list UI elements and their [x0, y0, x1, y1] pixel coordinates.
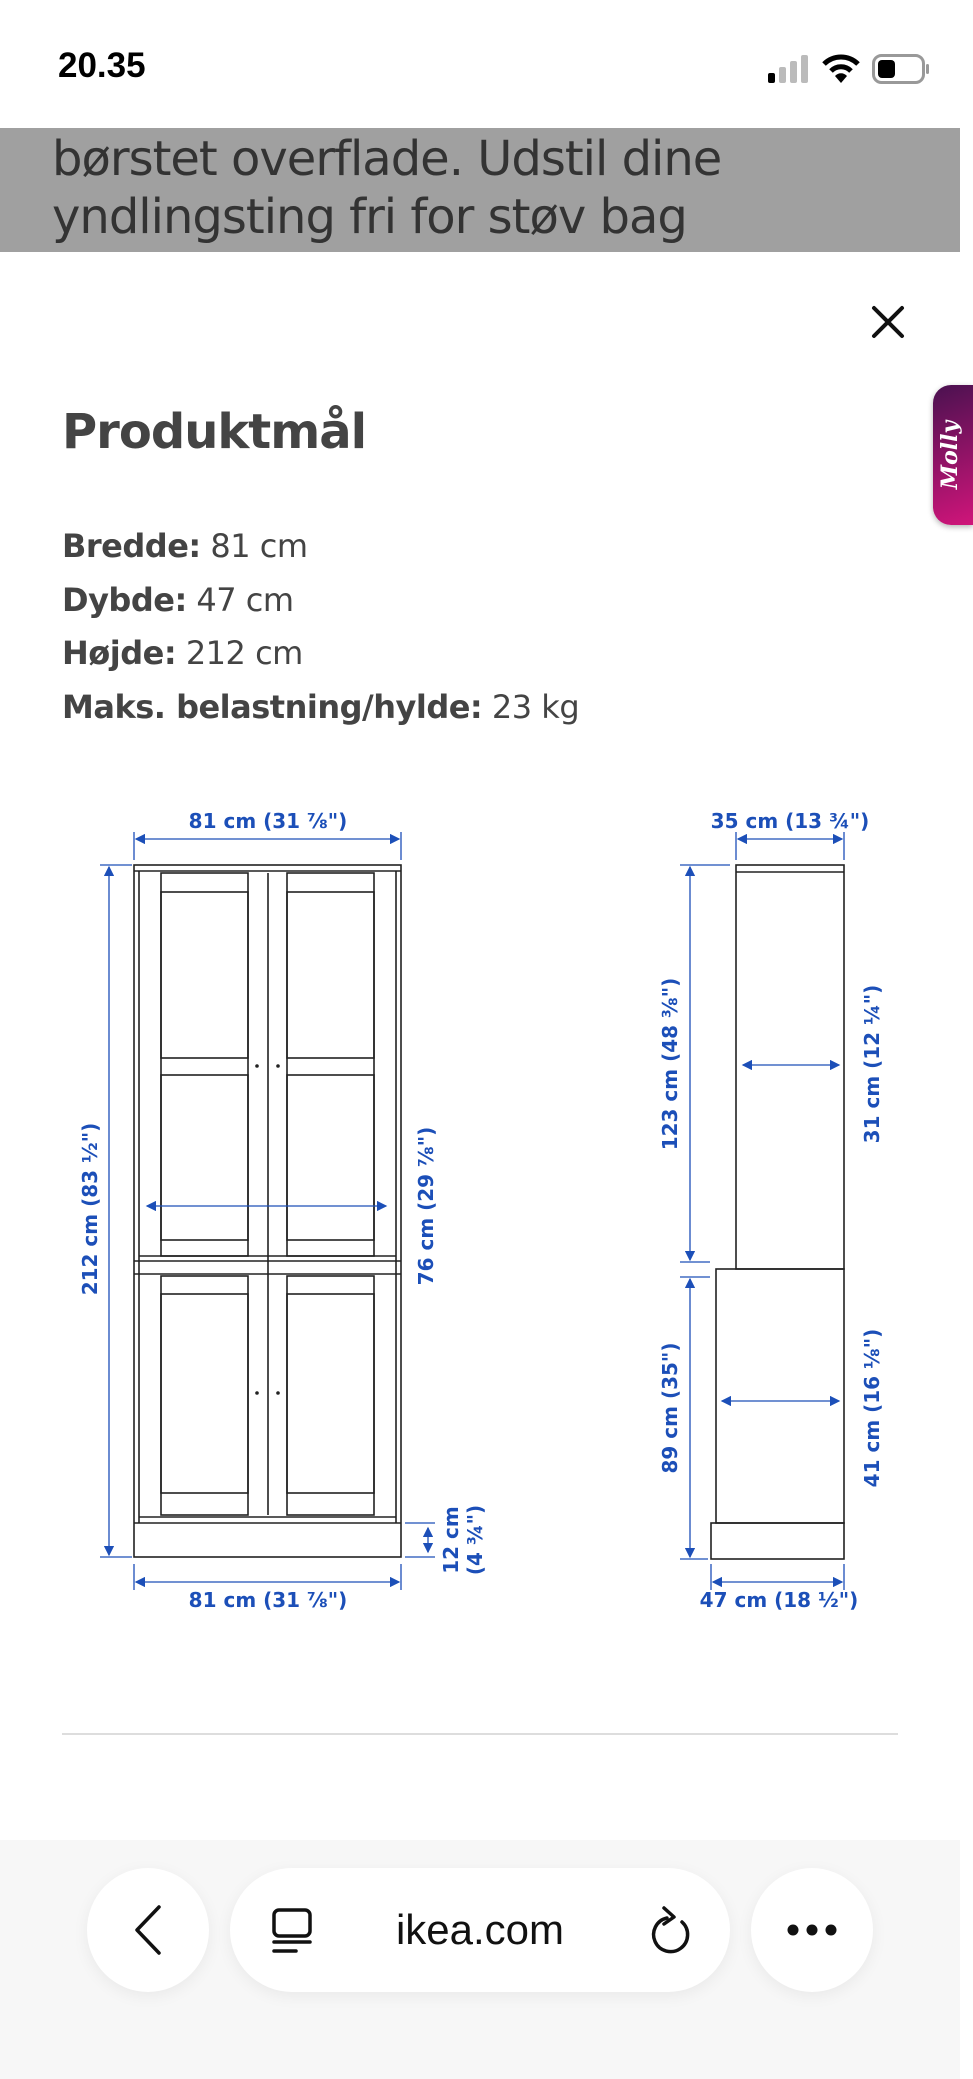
molly-label: Molly	[937, 420, 963, 490]
status-time: 20.35	[58, 46, 146, 85]
side-view-cabinet	[711, 865, 844, 1559]
back-button[interactable]	[87, 1868, 209, 1992]
molly-assistant-tab[interactable]	[933, 385, 973, 525]
background-page-overlay	[0, 128, 960, 252]
dimension-height	[62, 627, 579, 681]
dimension-value: 212 cm	[185, 634, 303, 673]
page-title: Produktmål	[62, 404, 367, 460]
divider	[62, 1733, 898, 1735]
close-icon[interactable]	[866, 300, 910, 344]
front-bottom-width-label: 81 cm (31 ⅞")	[188, 1588, 348, 1612]
front-top-width-label: 81 cm (31 ⅞")	[188, 809, 348, 833]
dimension-label: Dybde:	[62, 580, 187, 619]
dimension-lines	[100, 832, 844, 1590]
lower-height-label: 89 cm (35")	[658, 1342, 682, 1474]
dimension-label: Maks. belastning/hylde:	[62, 688, 483, 727]
address-bar[interactable]	[230, 1868, 730, 1992]
chevron-left-icon	[133, 1904, 163, 1956]
dimension-value: 47 cm	[196, 580, 294, 619]
plinth-height-cm-label: 12 cm	[439, 1506, 463, 1574]
dimension-label: Bredde:	[62, 527, 201, 565]
background-text-line: børstet overflade. Udstil dine	[52, 131, 722, 187]
upper-height-label: 123 cm (48 ⅜")	[658, 977, 682, 1151]
reload-icon[interactable]	[650, 1906, 696, 1956]
more-dots-icon	[787, 1924, 837, 1936]
url-text: ikea.com	[395, 1906, 565, 1953]
front-view-cabinet	[134, 865, 401, 1557]
status-bar	[0, 0, 960, 128]
dimension-value: 23 kg	[491, 688, 580, 727]
dimension-width	[62, 520, 579, 574]
dimension-value: 81 cm	[210, 527, 308, 565]
plinth-height-in-label: (4 ¾")	[463, 1504, 487, 1576]
battery-icon	[872, 54, 930, 84]
wifi-icon	[822, 54, 860, 84]
side-top-depth-label: 35 cm (13 ¾")	[710, 809, 870, 833]
side-bottom-depth-label: 47 cm (18 ½")	[699, 1588, 859, 1612]
inner-width-label: 76 cm (29 ⅞")	[414, 1126, 438, 1286]
more-options-button[interactable]	[751, 1868, 873, 1992]
dimension-drawing	[60, 780, 910, 1640]
upper-inner-depth-label: 31 cm (12 ¼")	[860, 984, 884, 1144]
dimension-depth	[62, 574, 579, 628]
dimension-list	[62, 520, 579, 735]
lower-inner-depth-label: 41 cm (16 ⅛")	[860, 1328, 884, 1488]
front-height-label: 212 cm (83 ½")	[78, 1122, 102, 1296]
cellular-signal-icon	[768, 55, 810, 83]
dimension-label: Højde:	[62, 634, 177, 673]
dimension-max-load	[62, 681, 579, 735]
background-text-line: yndlingsting fri for støv bag	[52, 189, 687, 245]
